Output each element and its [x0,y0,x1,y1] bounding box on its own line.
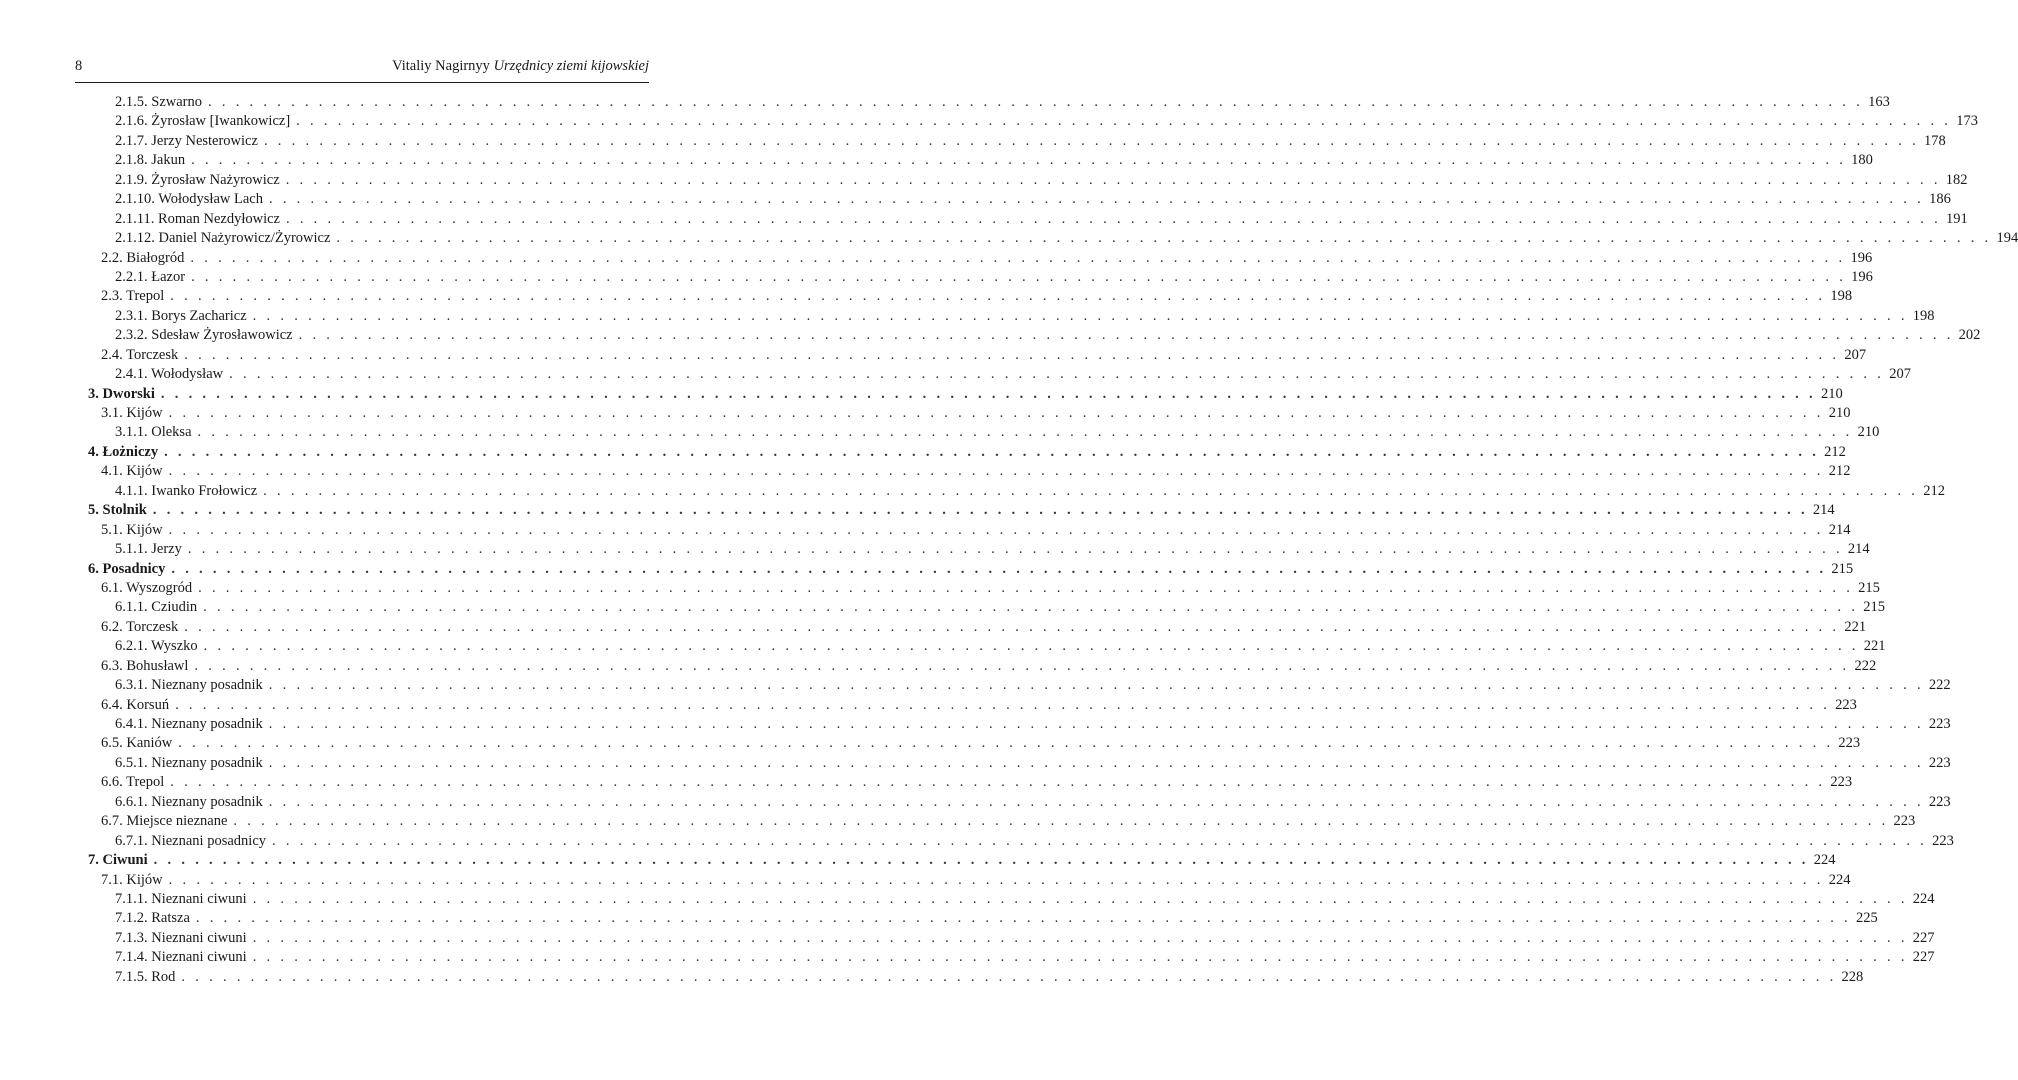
dot-leader: . . . . . . . . . . . . . . . . . . . . . . . . . . . . . . . . . . . . . . . . . . . . . . . . . . . . . . . . . . . . . . . . . . . . . . . . . . . . . . . . . . . . . . . . . . . . . . . . . . . . . . . . . . . . . . . . . . . . . . . . [170,774,1826,791]
dot-leader: . . . . . . . . . . . . . . . . . . . . . . . . . . . . . . . . . . . . . . . . . . . . . . . . . . . . . . . . . . . . . . . . . . . . . . . . . . . . . . . . . . . . . . . . . . . . . . . . . . . . . . . . . . . . . . . . . . . . . . . . [191,152,1847,169]
toc-entry [88,268,1873,287]
toc-entry-label: 3.1.1. Oleksa [115,424,192,441]
toc-entry-page: 186 [1929,191,1951,208]
dot-leader: . . . . . . . . . . . . . . . . . . . . . . . . . . . . . . . . . . . . . . . . . . . . . . . . . . . . . . . . . . . . . . . . . . . . . . . . . . . . . . . . . . . . . . . . . . . . . . . . . . . . . . . . . . . . . . . . . . . . . . . . [268,716,1924,732]
toc-entry [88,773,1853,792]
toc-entry [88,909,1878,928]
running-head [392,58,649,75]
toc-entry-label: 2.4.1. Wołodysław [115,366,224,383]
book-title: Urzędnicy ziemi kijowskiej [493,58,649,74]
toc-entry-label: 2.1.11. Roman Nezdyłowicz [115,210,280,227]
dot-leader: . . . . . . . . . . . . . . . . . . . . . . . . . . . . . . . . . . . . . . . . . . . . . . . . . . . . . . . . . . . . . . . . . . . . . . . . . . . . . . . . . . . . . . . . . . . . . . . . . . . . . . . . . . . . . . . . . . . . . . . . [190,249,1846,266]
toc-entry-label: 5.1. Kijów [101,521,163,538]
toc-entry [88,657,1877,676]
toc-entry-page: 163 [1868,94,1890,110]
dot-leader: . . . . . . . . . . . . . . . . . . . . . . . . . . . . . . . . . . . . . . . . . . . . . . . . . . . . . . . . . . . . . . . . . . . . . . . . . . . . . . . . . . . . . . . . . . . . . . . . . . . . . . . . . . . . . . . . . . . . . . . . [298,327,1954,344]
toc-entry-page: 223 [1830,774,1853,791]
toc-entry [88,229,2018,248]
toc-entry-label: 2.1.8. Jakun [115,152,186,169]
dot-leader: . . . . . . . . . . . . . . . . . . . . . . . . . . . . . . . . . . . . . . . . . . . . . . . . . . . . . . . . . . . . . . . . . . . . . . . . . . . . . . . . . . . . . . . . . . . . . . . . . . . . . . . . . . . . . . . . . . . . . . . . [203,638,1859,655]
dot-leader: . . . . . . . . . . . . . . . . . . . . . . . . . . . . . . . . . . . . . . . . . . . . . . . . . . . . . . . . . . . . . . . . . . . . . . . . . . . . . . . . . . . . . . . . . . . . . . . . . . . . . . . . . . . . . . . . . . . . . . . . [195,910,1851,927]
toc-entry-label: 5. Stolnik [88,502,147,519]
toc-entry [88,832,1954,851]
toc-entry [88,560,1854,579]
toc-entry-page: 223 [1932,832,1954,849]
toc-entry-label: 6.5. Kaniów [101,735,173,752]
toc-entry [88,793,1951,812]
toc-entry-label: 3.1. Kijów [101,405,163,421]
dot-leader: . . . . . . . . . . . . . . . . . . . . . . . . . . . . . . . . . . . . . . . . . . . . . . . . . . . . . . . . . . . . . . . . . . . . . . . . . . . . . . . . . . . . . . . . . . . . . . . . . . . . . . . . . . . . . . . . . . . . . . . . [272,832,1928,849]
toc-entry-page: 210 [1820,385,1843,402]
toc-entry [88,93,1890,112]
toc-entry [88,812,1916,831]
toc-entry-page: 222 [1854,657,1877,674]
toc-entry [88,326,1981,345]
toc-entry [88,482,1945,501]
toc-entry [88,579,1880,598]
toc-entry-label: 5.1.1. Jerzy [115,541,182,558]
toc-entry-label: 2.1.10. Wołodysław Lach [115,191,263,208]
dot-leader: . . . . . . . . . . . . . . . . . . . . . . . . . . . . . . . . . . . . . . . . . . . . . . . . . . . . . . . . . . . . . . . . . . . . . . . . . . . . . . . . . . . . . . . . . . . . . . . . . . . . . . . . . . . . . . . . . . . . . . . . [168,871,1824,888]
toc-entry [88,618,1867,637]
toc-entry [88,871,1851,890]
toc-entry [88,112,1978,131]
toc-entry [88,734,1861,753]
toc-entry-label: 6.3.1. Nieznany posadnik [115,677,263,694]
toc-entry-label: 6.4. Korsuń [101,696,170,713]
dot-leader: . . . . . . . . . . . . . . . . . . . . . . . . . . . . . . . . . . . . . . . . . . . . . . . . . . . . . . . . . . . . . . . . . . . . . . . . . . . . . . . . . . . . . . . . . . . . . . . . . . . . . . . . . . . . . . . . . . . . . . . . [168,463,1824,480]
toc-entry-label: 2.4. Torczesk [101,346,179,363]
toc-entry-page: 221 [1844,618,1867,635]
toc-entry-page: 221 [1863,638,1886,655]
toc-entry-page: 223 [1893,813,1916,830]
dot-leader: . . . . . . . . . . . . . . . . . . . . . . . . . . . . . . . . . . . . . . . . . . . . . . . . . . . . . . . . . . . . . . . . . . . . . . . . . . . . . . . . . . . . . . . . . . . . . . . . . . . . . . . . . . . . . . . . . . . . . . . . [268,191,1925,208]
dot-leader: . . . . . . . . . . . . . . . . . . . . . . . . . . . . . . . . . . . . . . . . . . . . . . . . . . . . . . . . . . . . . . . . . . . . . . . . . . . . . . . . . . . . . . . . . . . . . . . . . . . . . . . . . . . . . . . . . . . . . . . . [263,482,1919,499]
dot-leader: . . . . . . . . . . . . . . . . . . . . . . . . . . . . . . . . . . . . . . . . . . . . . . . . . . . . . . . . . . . . . . . . . . . . . . . . . . . . . . . . . . . . . . . . . . . . . . . . . . . . . . . . . . . . . . . . . . . . . . . . [178,735,1834,752]
toc-entry-label: 4.1. Kijów [101,463,163,480]
toc-entry-page: 227 [1912,949,1935,966]
toc-entry-page: 222 [1928,677,1951,694]
toc-entry-page: 214 [1847,541,1870,558]
dot-leader: . . . . . . . . . . . . . . . . . . . . . . . . . . . . . . . . . . . . . . . . . . . . . . . . . . . . . . . . . . . . . . . . . . . . . . . . . . . . . . . . . . . . . . . . . . . . . . . . . . . . . . . . . . . . . . . . . . . . . . . . [191,268,1847,285]
toc-entry [88,249,1873,268]
dot-leader: . . . . . . . . . . . . . . . . . . . . . . . . . . . . . . . . . . . . . . . . . . . . . . . . . . . . . . . . . . . . . . . . . . . . . . . . . . . . . . . . . . . . . . . . . . . . . . . . . . . . . . . . . . . . . . . . . . . . . . . . [197,424,1853,441]
toc-entry-label: 6.5.1. Nieznany posadnik [115,754,263,771]
toc-entry-page: 212 [1923,482,1945,499]
toc-entry-label: 7.1. Kijów [101,871,163,888]
dot-leader: . . . . . . . . . . . . . . . . . . . . . . . . . . . . . . . . . . . . . . . . . . . . . . . . . . . . . . . . . . . . . . . . . . . . . . . . . . . . . . . . . . . . . . . . . . . . . . . . . . . . . . . . . . . . . . . . . . . . . . . . [175,696,1831,713]
toc-entry-page: 178 [1924,132,1946,149]
toc-entry-label: 6.7.1. Nieznani posadnicy [115,832,267,849]
toc-entry [88,637,1886,656]
toc-entry-label: 6. Posadnicy [88,560,166,577]
toc-entry-label: 6.6.1. Nieznany posadnik [115,793,263,810]
toc-entry-label: 7. Ciwuni [88,852,148,869]
toc-entry-page: 223 [1928,793,1951,810]
toc-entry-page: 214 [1828,521,1851,538]
dot-leader: . . . . . . . . . . . . . . . . . . . . . . . . . . . . . . . . . . . . . . . . . . . . . . . . . . . . . . . . . . . . . . . . . . . . . . . . . . . . . . . . . . . . . . . . . . . . . . . . . . . . . . . . . . . . . . . . . . . . . . . . [153,852,1809,869]
toc-entry [88,462,1851,481]
toc-entry-label: 6.1.1. Cziudin [115,599,198,616]
toc-entry-page: 180 [1851,152,1873,169]
toc-entry [88,929,1935,948]
toc-entry [88,365,1911,384]
dot-leader: . . . . . . . . . . . . . . . . . . . . . . . . . . . . . . . . . . . . . . . . . . . . . . . . . . . . . . . . . . . . . . . . . . . . . . . . . . . . . . . . . . . . . . . . . . . . . . . . . . . . . . . . . . . . . . . . . . . . . . . . [296,113,1952,130]
dot-leader: . . . . . . . . . . . . . . . . . . . . . . . . . . . . . . . . . . . . . . . . . . . . . . . . . . . . . . . . . . . . . . . . . . . . . . . . . . . . . . . . . . . . . . . . . . . . . . . . . . . . . . . . . . . . . . . . . . . . . . . . [252,307,1908,324]
toc-entry-page: 173 [1956,113,1978,130]
toc-entry [88,540,1870,559]
toc-entry [88,890,1935,909]
toc-entry-label: 2.1.9. Żyrosław Nażyrowicz [115,171,280,188]
toc-entry-label: 4. Łożniczy [88,443,159,460]
toc-entry-label: 2.1.6. Żyrosław [Iwankowicz] [115,113,291,130]
toc-entry-label: 6.6. Trepol [101,774,165,791]
toc-entry [88,501,1835,520]
dot-leader: . . . . . . . . . . . . . . . . . . . . . . . . . . . . . . . . . . . . . . . . . . . . . . . . . . . . . . . . . . . . . . . . . . . . . . . . . . . . . . . . . . . . . . . . . . . . . . . . . . . . . . . . . . . . . . . . . . . . . . . . [285,210,1942,227]
dot-leader: . . . . . . . . . . . . . . . . . . . . . . . . . . . . . . . . . . . . . . . . . . . . . . . . . . . . . . . . . . . . . . . . . . . . . . . . . . . . . . . . . . . . . . . . . . . . . . . . . . . . . . . . . . . . . . . . . . . . . . . . [171,560,1827,577]
dot-leader: . . . . . . . . . . . . . . . . . . . . . . . . . . . . . . . . . . . . . . . . . . . . . . . . . . . . . . . . . . . . . . . . . . . . . . . . . . . . . . . . . . . . . . . . . . . . . . . . . . . . . . . . . . . . . . . . . . . . . . . . [184,346,1840,363]
toc-entry-page: 202 [1958,327,1981,344]
toc-entry-page: 212 [1824,443,1846,460]
toc-entry-page: 224 [1912,890,1935,907]
toc-entry [88,851,1836,870]
toc-entry-label: 7.1.2. Ratsza [115,910,190,927]
toc-entry-label: 2.1.12. Daniel Nażyrowicz/Żyrowicz [115,230,331,247]
dot-leader: . . . . . . . . . . . . . . . . . . . . . . . . . . . . . . . . . . . . . . . . . . . . . . . . . . . . . . . . . . . . . . . . . . . . . . . . . . . . . . . . . . . . . . . . . . . . . . . . . . . . . . . . . . . . . . . . . . . . . . . . [184,618,1840,635]
toc-entry-page: 223 [1928,754,1951,771]
author-name: Vitaliy Nagirnyy [392,58,490,74]
toc-entry-label: 3. Dworski [88,385,155,402]
toc-entry [88,696,1857,715]
toc-entry [88,171,1968,190]
dot-leader: . . . . . . . . . . . . . . . . . . . . . . . . . . . . . . . . . . . . . . . . . . . . . . . . . . . . . . . . . . . . . . . . . . . . . . . . . . . . . . . . . . . . . . . . . . . . . . . . . . . . . . . . . . . . . . . . . . . . . . . . [170,288,1826,305]
toc-entry-label: 2.1.5. Szwarno [115,94,202,110]
toc-entry [88,307,1935,326]
toc-entry-page: 196 [1850,249,1873,266]
toc-entry-label: 6.2.1. Wyszko [115,638,198,655]
toc-entry-label: 7.1.4. Nieznani ciwuni [115,949,247,966]
toc-entry-page: 223 [1835,696,1857,713]
toc-entry-page: 224 [1828,871,1851,888]
toc-entry-label: 2.3.2. Sdesław Żyrosławowicz [115,327,293,344]
dot-leader: . . . . . . . . . . . . . . . . . . . . . . . . . . . . . . . . . . . . . . . . . . . . . . . . . . . . . . . . . . . . . . . . . . . . . . . . . . . . . . . . . . . . . . . . . . . . . . . . . . . . . . . . . . . . . . . . . . . . . . . . [198,579,1854,596]
toc-entry [88,715,1951,734]
dot-leader: . . . . . . . . . . . . . . . . . . . . . . . . . . . . . . . . . . . . . . . . . . . . . . . . . . . . . . . . . . . . . . . . . . . . . . . . . . . . . . . . . . . . . . . . . . . . . . . . . . . . . . . . . . . . . . . . . . . . . . . . [152,502,1808,519]
dot-leader: . . . . . . . . . . . . . . . . . . . . . . . . . . . . . . . . . . . . . . . . . . . . . . . . . . . . . . . . . . . . . . . . . . . . . . . . . . . . . . . . . . . . . . . . . . . . . . . . . . . . . . . . . . . . . . . . . . . . . . . . [187,541,1843,558]
running-header [75,58,649,82]
toc-entry-page: 207 [1844,346,1867,363]
toc-entry [88,521,1851,540]
toc-entry [88,968,1864,987]
toc-entry-page: 196 [1851,268,1873,285]
toc-entry [88,754,1951,773]
toc-entry-label: 6.4.1. Nieznany posadnik [115,716,263,732]
toc-entry [88,676,1951,695]
toc-entry-page: 207 [1889,366,1911,383]
dot-leader: . . . . . . . . . . . . . . . . . . . . . . . . . . . . . . . . . . . . . . . . . . . . . . . . . . . . . . . . . . . . . . . . . . . . . . . . . . . . . . . . . . . . . . . . . . . . . . . . . . . . . . . . . . . . . . . . . . . . . . . . [181,968,1837,985]
dot-leader: . . . . . . . . . . . . . . . . . . . . . . . . . . . . . . . . . . . . . . . . . . . . . . . . . . . . . . . . . . . . . . . . . . . . . . . . . . . . . . . . . . . . . . . . . . . . . . . . . . . . . . . . . . . . . . . . . . . . . . . . [164,443,1820,460]
toc-entry-page: 225 [1855,910,1878,927]
toc-entry [88,287,1853,306]
dot-leader: . . . . . . . . . . . . . . . . . . . . . . . . . . . . . . . . . . . . . . . . . . . . . . . . . . . . . . . . . . . . . . . . . . . . . . . . . . . . . . . . . . . . . . . . . . . . . . . . . . . . . . . . . . . . . . . . . . . . . . . . [168,521,1824,538]
toc-entry-page: 191 [1946,210,1968,227]
toc-entry-page: 227 [1912,929,1935,946]
toc-entry-label: 2.3. Trepol [101,288,165,305]
dot-leader: . . . . . . . . . . . . . . . . . . . . . . . . . . . . . . . . . . . . . . . . . . . . . . . . . . . . . . . . . . . . . . . . . . . . . . . . . . . . . . . . . . . . . . . . . . . . . . . . . . . . . . . . . . . . . . . . . . . . . . . . [252,929,1908,946]
dot-leader: . . . . . . . . . . . . . . . . . . . . . . . . . . . . . . . . . . . . . . . . . . . . . . . . . . . . . . . . . . . . . . . . . . . . . . . . . . . . . . . . . . . . . . . . . . . . . . . . . . . . . . . . . . . . . . . . . . . . . . . . [160,385,1816,402]
toc-entry-label: 6.7. Miejsce nieznane [101,813,228,830]
header-rule [75,82,649,83]
toc-entry-page: 212 [1828,463,1851,480]
toc-entry [88,151,1873,170]
toc-entry [88,423,1880,442]
toc-entry-page: 214 [1812,502,1835,519]
toc-entry [88,404,1851,423]
toc-entry-label: 6.2. Torczesk [101,618,179,635]
toc-entry-page: 224 [1813,852,1836,869]
toc-entry [88,598,1885,617]
toc-entry-page: 223 [1838,735,1861,752]
toc-entry-page: 198 [1830,288,1853,305]
toc-entry-label: 2.2.1. Łazor [115,268,186,285]
dot-leader: . . . . . . . . . . . . . . . . . . . . . . . . . . . . . . . . . . . . . . . . . . . . . . . . . . . . . . . . . . . . . . . . . . . . . . . . . . . . . . . . . . . . . . . . . . . . . . . . . . . . . . . . . . . . . . . . . . . . . . . . [194,657,1850,674]
dot-leader: . . . . . . . . . . . . . . . . . . . . . . . . . . . . . . . . . . . . . . . . . . . . . . . . . . . . . . . . . . . . . . . . . . . . . . . . . . . . . . . . . . . . . . . . . . . . . . . . . . . . . . . . . . . . . . . . . . . . . . . . [208,94,1864,110]
toc-entry-label: 2.3.1. Borys Zacharicz [115,307,247,324]
toc-entry-page: 210 [1828,405,1851,421]
toc-entry-page: 215 [1863,599,1885,616]
dot-leader: . . . . . . . . . . . . . . . . . . . . . . . . . . . . . . . . . . . . . . . . . . . . . . . . . . . . . . . . . . . . . . . . . . . . . . . . . . . . . . . . . . . . . . . . . . . . . . . . . . . . . . . . . . . . . . . . . . . . . . . . [229,366,1885,383]
toc-entry [88,346,1867,365]
dot-leader: . . . . . . . . . . . . . . . . . . . . . . . . . . . . . . . . . . . . . . . . . . . . . . . . . . . . . . . . . . . . . . . . . . . . . . . . . . . . . . . . . . . . . . . . . . . . . . . . . . . . . . . . . . . . . . . . . . . . . . . . [285,171,1941,188]
toc-entry [88,132,1946,151]
toc-entry-page: 223 [1928,716,1951,732]
toc-entry-label: 6.3. Bohusławl [101,657,189,674]
table-of-contents [88,93,2018,987]
toc-entry-page: 194 [1996,230,2018,247]
toc-entry [88,210,1968,229]
toc-entry [88,443,1846,462]
toc-entry-page: 182 [1945,171,1968,188]
toc-entry [88,385,1843,404]
dot-leader: . . . . . . . . . . . . . . . . . . . . . . . . . . . . . . . . . . . . . . . . . . . . . . . . . . . . . . . . . . . . . . . . . . . . . . . . . . . . . . . . . . . . . . . . . . . . . . . . . . . . . . . . . . . . . . . . . . . . . . . . [268,754,1924,771]
toc-entry-label: 7.1.5. Rod [115,968,176,985]
toc-entry-page: 210 [1857,424,1880,441]
toc-entry [88,190,1951,209]
page-number: 8 [75,58,83,74]
dot-leader: . . . . . . . . . . . . . . . . . . . . . . . . . . . . . . . . . . . . . . . . . . . . . . . . . . . . . . . . . . . . . . . . . . . . . . . . . . . . . . . . . . . . . . . . . . . . . . . . . . . . . . . . . . . . . . . . . . . . . . . . [336,230,1992,247]
dot-leader: . . . . . . . . . . . . . . . . . . . . . . . . . . . . . . . . . . . . . . . . . . . . . . . . . . . . . . . . . . . . . . . . . . . . . . . . . . . . . . . . . . . . . . . . . . . . . . . . . . . . . . . . . . . . . . . . . . . . . . . . [252,949,1908,966]
toc-entry [88,948,1935,967]
toc-entry-page: 228 [1841,968,1864,985]
dot-leader: . . . . . . . . . . . . . . . . . . . . . . . . . . . . . . . . . . . . . . . . . . . . . . . . . . . . . . . . . . . . . . . . . . . . . . . . . . . . . . . . . . . . . . . . . . . . . . . . . . . . . . . . . . . . . . . . . . . . . . . . [203,599,1859,616]
toc-entry-label: 7.1.1. Nieznani ciwuni [115,890,247,907]
toc-entry-label: 7.1.3. Nieznani ciwuni [115,929,247,946]
toc-entry-page: 215 [1858,579,1880,596]
dot-leader: . . . . . . . . . . . . . . . . . . . . . . . . . . . . . . . . . . . . . . . . . . . . . . . . . . . . . . . . . . . . . . . . . . . . . . . . . . . . . . . . . . . . . . . . . . . . . . . . . . . . . . . . . . . . . . . . . . . . . . . . [252,890,1908,907]
dot-leader: . . . . . . . . . . . . . . . . . . . . . . . . . . . . . . . . . . . . . . . . . . . . . . . . . . . . . . . . . . . . . . . . . . . . . . . . . . . . . . . . . . . . . . . . . . . . . . . . . . . . . . . . . . . . . . . . . . . . . . . . [268,793,1924,810]
dot-leader: . . . . . . . . . . . . . . . . . . . . . . . . . . . . . . . . . . . . . . . . . . . . . . . . . . . . . . . . . . . . . . . . . . . . . . . . . . . . . . . . . . . . . . . . . . . . . . . . . . . . . . . . . . . . . . . . . . . . . . . . [168,405,1824,421]
dot-leader: . . . . . . . . . . . . . . . . . . . . . . . . . . . . . . . . . . . . . . . . . . . . . . . . . . . . . . . . . . . . . . . . . . . . . . . . . . . . . . . . . . . . . . . . . . . . . . . . . . . . . . . . . . . . . . . . . . . . . . . . [268,677,1924,694]
toc-entry-page: 215 [1831,560,1854,577]
toc-entry-label: 2.1.7. Jerzy Nesterowicz [115,132,258,149]
toc-entry-label: 4.1.1. Iwanko Frołowicz [115,482,258,499]
dot-leader: . . . . . . . . . . . . . . . . . . . . . . . . . . . . . . . . . . . . . . . . . . . . . . . . . . . . . . . . . . . . . . . . . . . . . . . . . . . . . . . . . . . . . . . . . . . . . . . . . . . . . . . . . . . . . . . . . . . . . . . . [263,132,1920,149]
toc-entry-label: 6.1. Wyszogród [101,579,193,596]
dot-leader: . . . . . . . . . . . . . . . . . . . . . . . . . . . . . . . . . . . . . . . . . . . . . . . . . . . . . . . . . . . . . . . . . . . . . . . . . . . . . . . . . . . . . . . . . . . . . . . . . . . . . . . . . . . . . . . . . . . . . . . . [233,813,1889,830]
toc-entry-page: 198 [1912,307,1935,324]
toc-entry-label: 2.2. Białogród [101,249,185,266]
